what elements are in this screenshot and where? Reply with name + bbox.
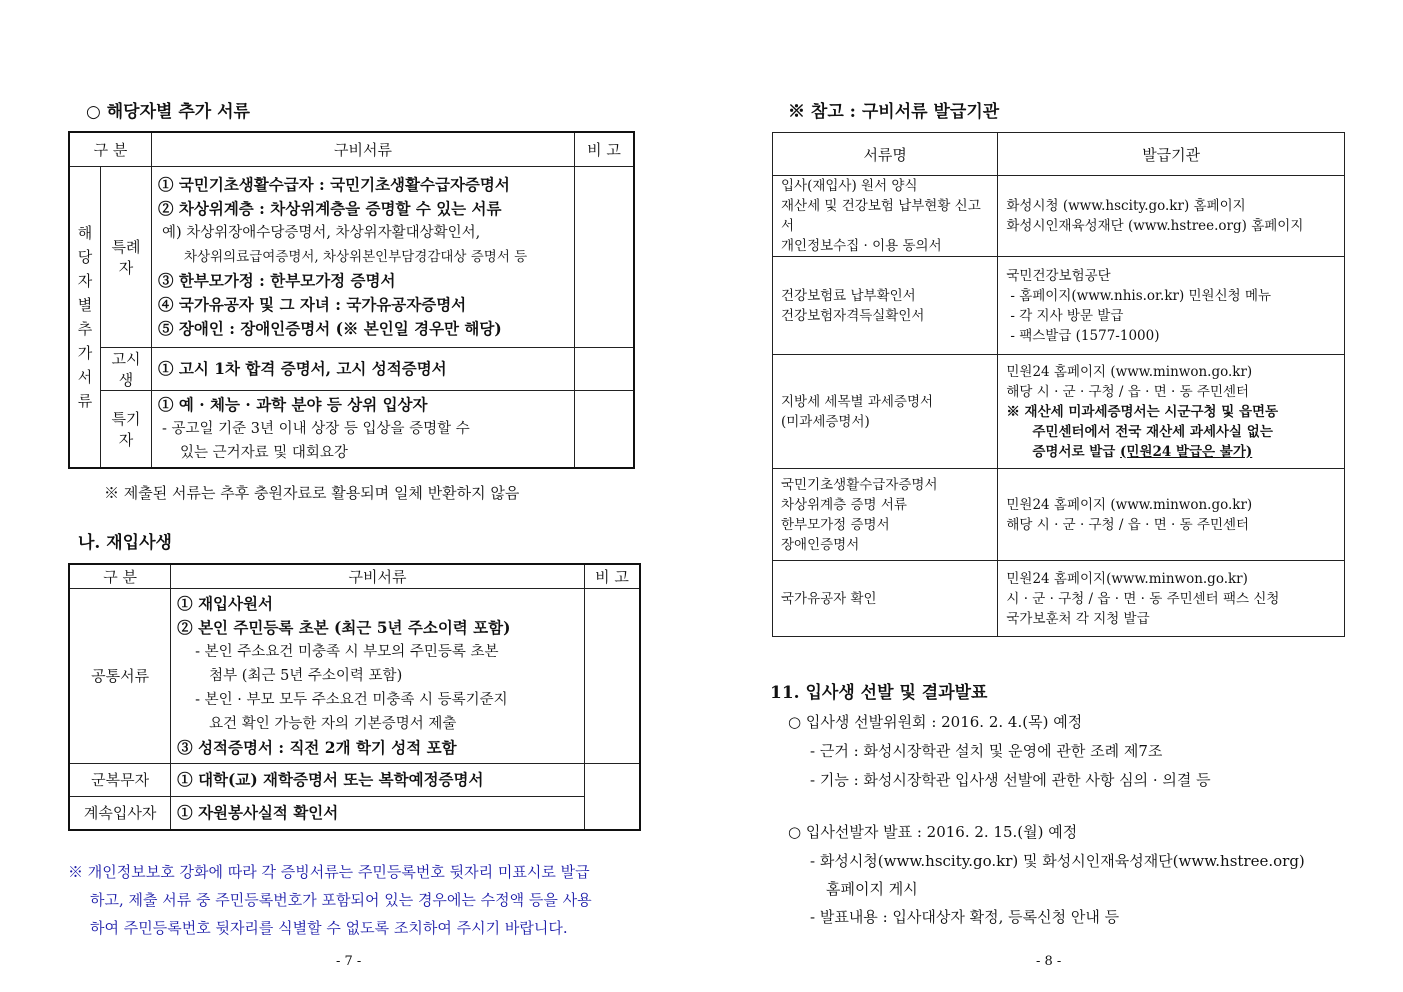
row1-issuers: 화성시청 (www.hscity.go.kr) 홈페이지 화성시인재육성재단 (www.hstree.org) 홈페이지 (998, 176, 1345, 257)
category-special: 특례자 (101, 166, 152, 347)
row4-docs: 국민기초생활수급자증명서 차상위계층 증명 서류 한부모가정 증명서 장애인증명서 (773, 469, 998, 561)
col-header-remarks-2: 비 고 (584, 564, 640, 588)
website-item: - 화성시청(www.hscity.go.kr) 및 화성시인재육성재단(www.hstree.org) (810, 852, 1305, 870)
announcement-item: ○ 입사선발자 발표 : 2016. 2. 15.(월) 예정 (788, 823, 1078, 841)
row4-issuers: 민원24 홈페이지 (www.minwon.go.kr) 해당 시 · 군 · 구청 / 읍 · 면 · 동 주민센터 (998, 469, 1345, 561)
return-note: ※ 제출된 서류는 추후 충원자료로 활용되며 일체 반환하지 않음 (104, 484, 520, 502)
group-label: 해 당 자 별 추 가 서 류 (69, 166, 101, 468)
website-item-cont: 홈페이지 게시 (826, 880, 918, 898)
col-header-category-2: 구 분 (69, 564, 171, 588)
row1-docs: 입사(재입사) 원서 양식 재산세 및 건강보험 납부현황 신고서 개인정보수집 · 이용 동의서 (773, 176, 998, 257)
right-page (702, 0, 1392, 992)
content-item: - 발표내용 : 입사대상자 확정, 등록신청 안내 등 (810, 908, 1120, 926)
readmission-title: 나. 재입사생 (78, 533, 172, 553)
docs-military: ① 대학(교) 재학증명서 또는 복학예정증명서 (171, 763, 585, 796)
additional-docs-table (68, 131, 635, 469)
issuing-agencies-table (772, 132, 1345, 637)
category-talent: 특기자 (101, 390, 152, 468)
selection-section-title: 11. 입사생 선발 및 결과발표 (770, 683, 988, 703)
category-common: 공통서류 (69, 588, 171, 763)
docs-common: ① 재입사원서 ② 본인 주민등록 초본 (최근 5년 주소이력 포함) - 본인 주소요건 미충족 시 부모의 주민등록 초본 첨부 (최근 5년 주소이력 포함) - 본인 · 부모 모두 주소요건 미충족 시 등록기준지 요건 확인 가능한 자의 기본증명서 제출 ③ 성적증명서 : 직전 2개 학기 성적 포함 (171, 588, 585, 763)
category-military: 군복무자 (69, 763, 171, 796)
col-header-documents-2: 구비서류 (171, 564, 585, 588)
col-header-issuer: 발급기관 (998, 133, 1345, 176)
left-page (0, 0, 690, 992)
page-number: - 7 - (336, 954, 362, 969)
committee-item: ○ 입사생 선발위원회 : 2016. 2. 4.(목) 예정 (788, 713, 1083, 731)
row3-docs: 지방세 세목별 과세증명서 (미과세증명서) (773, 355, 998, 469)
remarks-talent (575, 390, 635, 468)
category-continuing: 계속입사자 (69, 796, 171, 830)
row3-issuers: 민원24 홈페이지 (www.minwon.go.kr) 해당 시 · 군 · 구청 / 읍 · 면 · 동 주민센터 ※ 재산세 미과세증명서는 시군구청 및 읍면동 주민센터에서 전국 재산세 과세사실 없는 증명서로 발급 (민원24 발급은 불가) (998, 355, 1345, 469)
additional-docs-heading: ○ 해당자별 추가 서류 (86, 102, 250, 122)
row5-issuers: 민원24 홈페이지(www.minwon.go.kr) 시 · 군 · 구청 / 읍 · 면 · 동 주민센터 팩스 신청 국가보훈처 각 지청 발급 (998, 561, 1345, 637)
privacy-note: ※ 개인정보보호 강화에 따라 각 증빙서류는 주민등록번호 뒷자리 미표시로 발급 하고, 제출 서류 중 주민등록번호가 포함되어 있는 경우에는 수정액 등을 사용 하여 주민등록번호 뒷자리를 식별할 수 없도록 조치하여 주시기 바랍니다. (68, 863, 592, 937)
col-header-category: 구 분 (69, 132, 152, 166)
readmission-table (68, 563, 641, 831)
remarks-common (584, 588, 640, 763)
basis-item: - 근거 : 화성시장학관 설치 및 운영에 관한 조례 제7조 (810, 742, 1163, 760)
docs-exam: ① 고시 1차 합격 증명서, 고시 성적증명서 (152, 347, 575, 390)
category-exam: 고시생 (101, 347, 152, 390)
col-header-doc-name: 서류명 (773, 133, 998, 176)
function-item: - 기능 : 화성시장학관 입사생 선발에 관한 사항 심의 · 의결 등 (810, 771, 1211, 789)
row5-docs: 국가유공자 확인 (773, 561, 998, 637)
remarks-military (584, 763, 640, 830)
row2-docs: 건강보험료 납부확인서 건강보험자격득실확인서 (773, 257, 998, 355)
page-number: - 8 - (1036, 954, 1062, 969)
remarks-exam (575, 347, 635, 390)
docs-talent: ① 예 · 체능 · 과학 분야 등 상위 입상자 - 공고일 기준 3년 이내 상장 등 입상을 증명할 수 있는 근거자료 및 대회요강 (152, 390, 575, 468)
remarks-special (575, 166, 635, 347)
docs-special: ① 국민기초생활수급자 : 국민기초생활수급자증명서 ② 차상위계층 : 차상위계층을 증명할 수 있는 서류 예) 차상위장애수당증명서, 차상위자활대상확인서, 차상위의료급여증명서, 차상위본인부담경감대상 증명서 등 ③ 한부모가정 : 한부모가정 증명서 ④ 국가유공자 및 그 자녀 : 국가유공자증명서 ⑤ 장애인 : 장애인증명서 (※ 본인일 경우만 해당) (152, 166, 575, 347)
minwon-unavailable-note: (민원24 발급은 불가) (1120, 443, 1253, 460)
reference-heading: ※ 참고 : 구비서류 발급기관 (788, 102, 1000, 122)
col-header-remarks: 비 고 (575, 132, 635, 166)
docs-continuing: ① 자원봉사실적 확인서 (171, 796, 585, 830)
col-header-documents: 구비서류 (152, 132, 575, 166)
row2-issuers: 국민건강보험공단 - 홈페이지(www.nhis.or.kr) 민원신청 메뉴 - 각 지사 방문 발급 - 팩스발급 (1577-1000) (998, 257, 1345, 355)
